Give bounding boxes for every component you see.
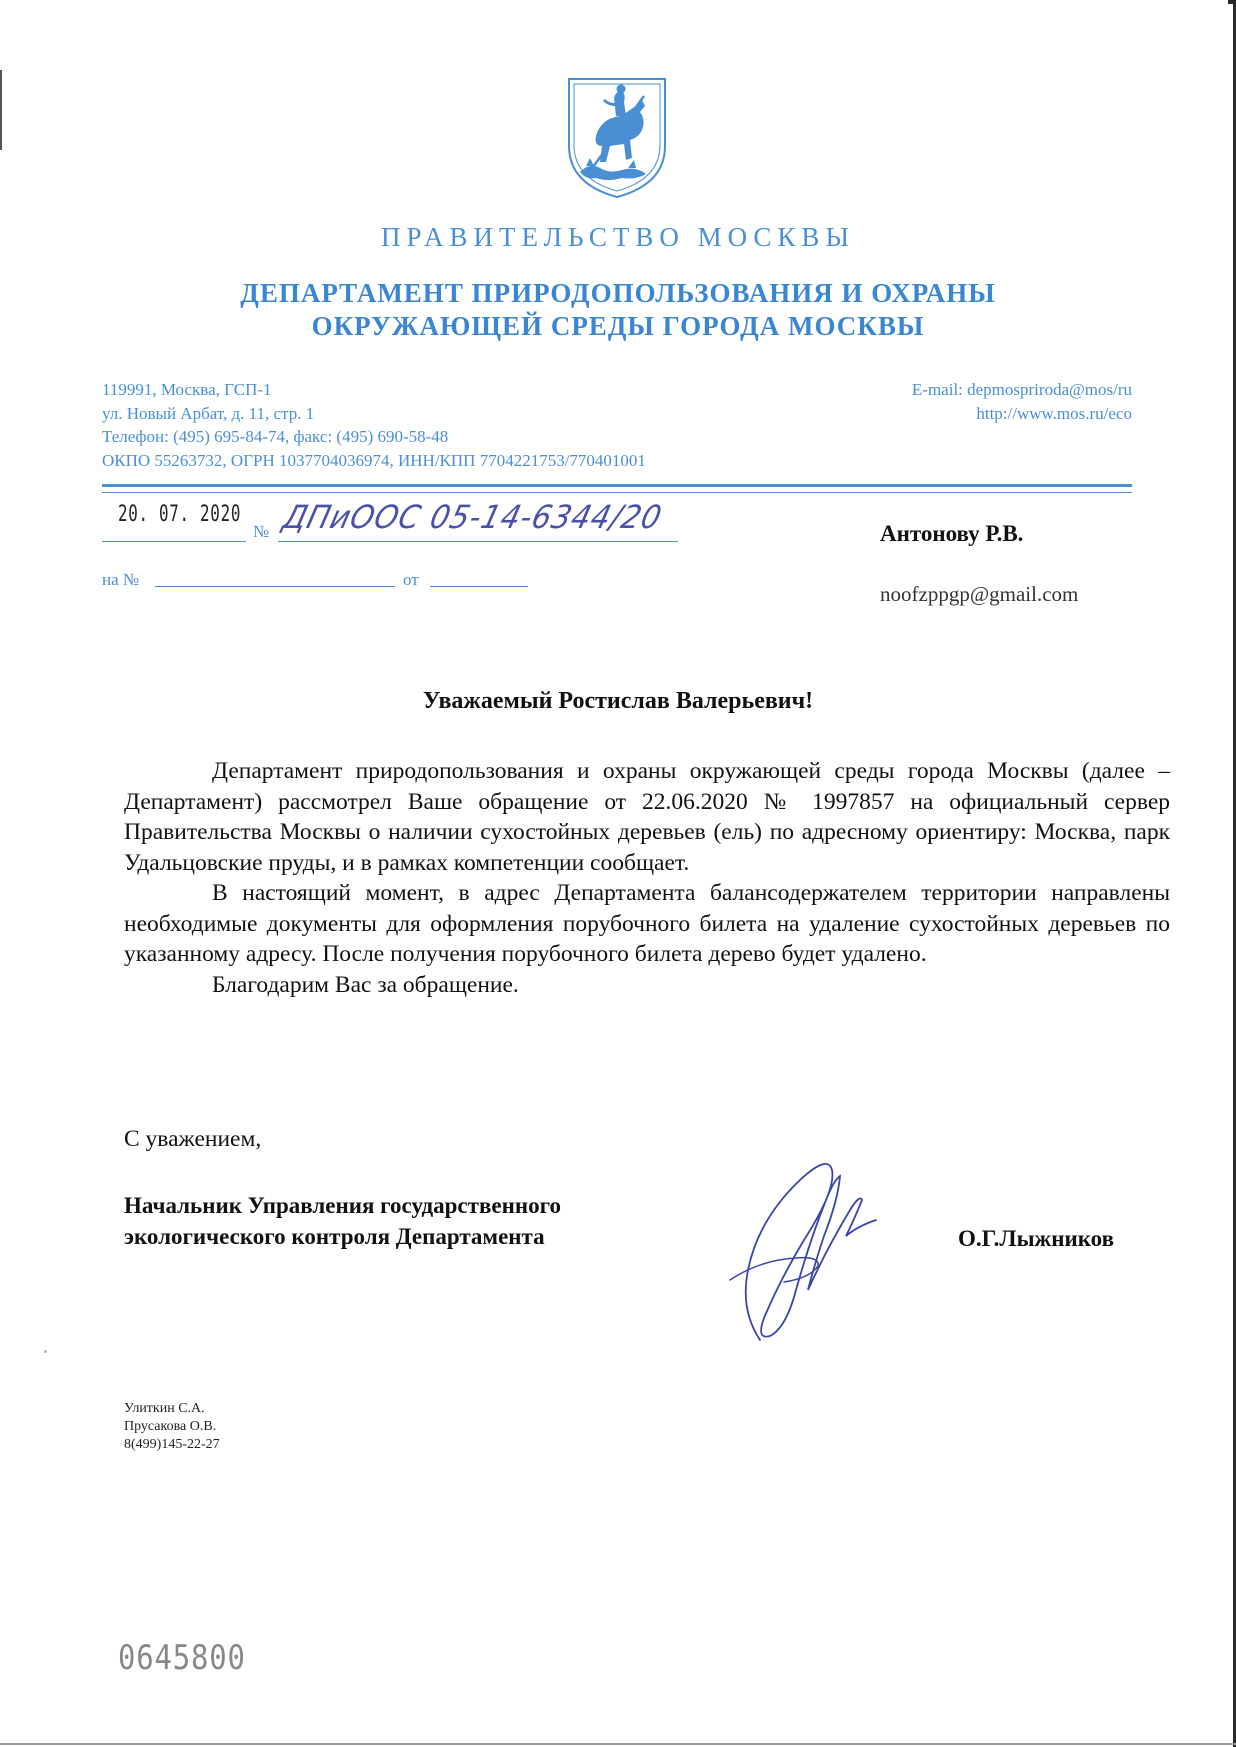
signer-position-line: экологического контроля Департамента (124, 1224, 545, 1249)
body-paragraph: Благодарим Вас за обращение. (212, 971, 519, 998)
website-line: http://www.mos.ru/eco (976, 403, 1132, 423)
outgoing-date: 20. 07. 2020 (118, 502, 242, 527)
recipient-email: noofzppgp@gmail.com (880, 582, 1079, 606)
signer-position (124, 1190, 561, 1252)
address-line: ул. Новый Арбат, д. 11, стр. 1 (102, 403, 315, 423)
reply-to-underline (155, 586, 395, 587)
number-underline (278, 541, 678, 542)
address-line: 119991, Москва, ГСП-1 (102, 380, 272, 399)
number-label: № (253, 522, 270, 541)
executor-phone: 8(499)145-22-27 (124, 1437, 220, 1452)
scan-edge-left (0, 70, 2, 150)
handwritten-signature (700, 1140, 900, 1360)
closing-regards: С уважением, (124, 1126, 262, 1152)
department-contacts (912, 378, 1132, 425)
registry-codes-line: ОКПО 55263732, ОГРН 1037704036974, ИНН/КПП 7704221753/770401001 (102, 450, 646, 470)
letterhead-rule-thick (102, 484, 1132, 487)
from-underline (430, 586, 528, 587)
email-line: E-mail: depmospriroda@mos/ru (911, 380, 1132, 399)
department-address (102, 378, 646, 472)
signer-name: О.Г.Лыжников (958, 1226, 1115, 1251)
letter-body (124, 756, 1170, 1000)
department-title-line1: ДЕПАРТАМЕНТ ПРИРОДОПОЛЬЗОВАНИЯ И ОХРАНЫ (240, 278, 996, 308)
phone-line: Телефон: (495) 695-84-74, факс: (495) 690-58-48 (102, 427, 449, 446)
outgoing-number: ДПиООС 05-14-6344/20 (279, 498, 667, 536)
salutation: Уважаемый Ростислав Валерьевич! (422, 688, 814, 714)
executor-name: Прусакова О.В. (124, 1419, 217, 1434)
executor-name: Улиткин С.А. (124, 1401, 205, 1416)
date-underline (102, 541, 246, 542)
body-paragraph: Департамент природопользования и охраны окружающей среды города Москвы (далее – Департамент) рассмотрел Ваше обращение от 22.06.2020 № 1997857 на официальный сервер Правительства Москвы о наличии сухостойных деревьев (ель) по адресному ориентиру: Москва, парк Удальцовские пруды, и в рамках компетенции сообщает. (124, 758, 1170, 876)
moscow-coat-of-arms-icon (566, 76, 668, 200)
form-serial-number: 0645800 (118, 1638, 246, 1678)
department-title-line2: ОКРУЖАЮЩЕЙ СРЕДЫ ГОРОДА МОСКВЫ (311, 311, 925, 341)
signer-position-line: Начальник Управления государственного (124, 1193, 561, 1218)
executors-block (124, 1400, 220, 1454)
scan-edge-top (1228, 0, 1236, 4)
letterhead-rule-thin (102, 492, 1132, 493)
government-title: ПРАВИТЕЛЬСТВО МОСКВЫ (380, 222, 855, 252)
reply-to-label: на № (102, 570, 140, 589)
scan-edge-bottom (0, 1743, 1236, 1745)
scan-speck (44, 1350, 47, 1353)
body-paragraph: В настоящий момент, в адрес Департамента балансодержателем территории направлены необходимые документы для оформления порубочного билета на удаление сухостойных деревьев по указанному адресу. После получения порубочного билета дерево будет удалено. (124, 880, 1170, 967)
recipient-name: Антонову Р.В. (880, 521, 1024, 546)
from-label: от (403, 570, 419, 589)
